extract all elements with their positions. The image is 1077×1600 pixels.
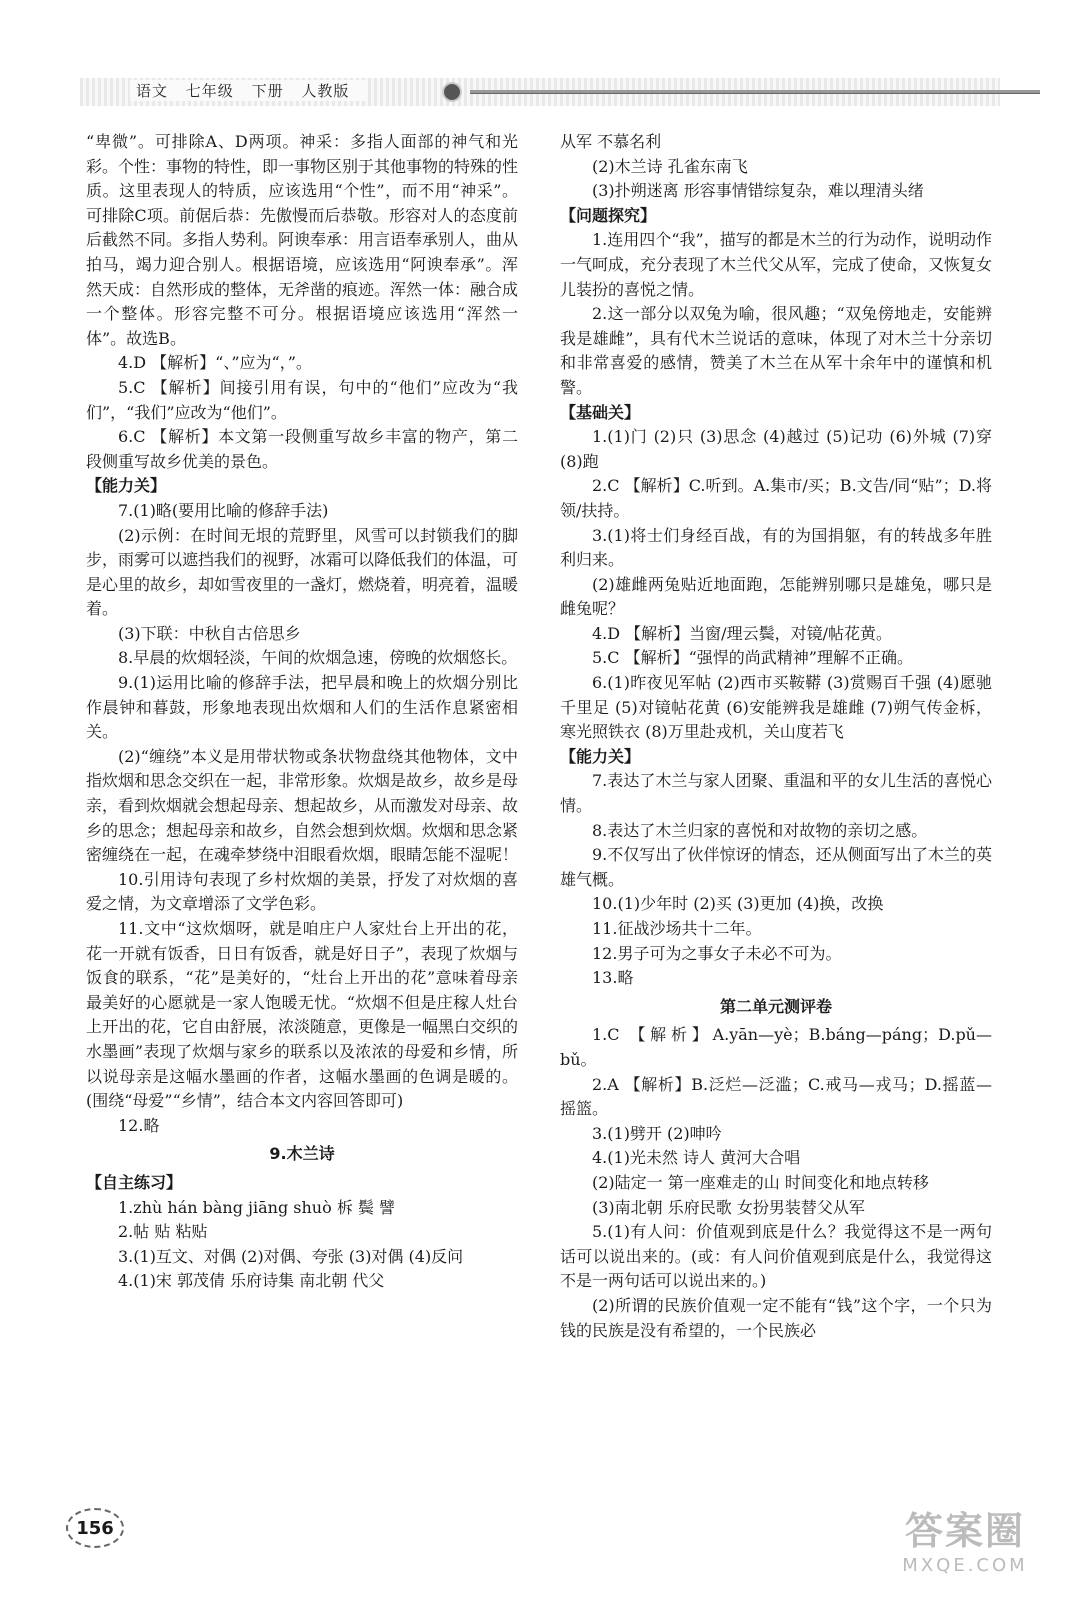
answer-item: 6.C 【解析】本文第一段侧重写故乡丰富的物产，第二段侧重写故乡优美的景色。: [86, 427, 518, 471]
answer-item: 11.征战沙场共十二年。: [592, 919, 762, 938]
answer-item: (2)陆定一 第一座难走的山 时间变化和地点转移: [592, 1172, 929, 1192]
lesson-title: 9.木兰诗: [269, 1144, 335, 1164]
paragraph: “卑微”。可排除A、D两项。神采：多指人面部的神气和光彩。个性：事物的特性，即一事物区别于其他事物的特殊的性质。这里表现人的特质，应该选用“个性”，而不用“神采”。可排除C项。前倨后恭：先傲慢而后恭敬。形容对人的态度前后截然不同。多指人势利。阿谀奉承：用言语奉承别人，曲从拍马，竭力迎合别人。根据语境，应该选用“阿谀奉承”。浑然天成：自然形成的整体，无斧凿的痕迹。浑然一体：融合成一个整体。形容完整不可分。根据语境应该选用“浑然一体”。故选B。: [86, 132, 519, 348]
answer-item: 5.C 【解析】“强悍的尚武精神”理解不正确。: [592, 648, 913, 668]
unit-test-title: 第二单元测评卷: [719, 996, 832, 1016]
answer-item: 从军 不慕名利: [560, 132, 662, 151]
section-label: 【基础关】: [560, 402, 641, 422]
answer-item: 5.C 【解析】间接引用有误，句中的“他们”应改为“我们”，“我们”应改为“他们”。: [86, 377, 518, 422]
answer-item: 9.(1)运用比喻的修辞手法，把早晨和晚上的炊烟分别比作晨钟和暮鼓，形象地表现出炊烟和人们的生活作息紧密相关。: [86, 673, 518, 742]
answer-item: (2)雄雌两兔贴近地面跑，怎能辨别哪只是雄兔，哪只是雌兔呢？: [560, 574, 992, 619]
answer-item: 2.A 【解析】B.泛烂—泛滥；C.戒马—戎马；D.摇蓝—摇篮。: [560, 1074, 992, 1119]
page-header: [80, 78, 1000, 106]
answer-item: 8.早晨的炊烟轻淡，午间的炊烟急速，傍晚的炊烟悠长。: [118, 648, 518, 668]
answer-item: 3.(1)互文、对偶 (2)对偶、夸张 (3)对偶 (4)反问: [118, 1246, 464, 1266]
answer-item: 4.(1)宋 郭茂倩 乐府诗集 南北朝 代父: [118, 1271, 385, 1291]
answer-item: 3.(1)将士们身经百战，有的为国捐躯，有的转战多年胜利归来。: [560, 525, 992, 570]
header-rule: [470, 90, 1040, 94]
answer-item: (2)“缠绕”本义是用带状物或条状物盘绕其他物体，文中指炊烟和思念交织在一起，非常形象。炊烟是故乡，故乡是母亲，看到炊烟就会想起母亲、想起故乡，从而激发对母亲、故乡的思念；想起母亲和故乡，自然会想到炊烟。炊烟和思念紧密缠绕在一起，在魂牵梦绕中泪眼看炊烟，眼睛怎能不湿呢！: [86, 746, 519, 865]
right-column: [560, 130, 992, 1343]
watermark-logo: [880, 1500, 1050, 1590]
answer-item: 1.(1)门 (2)只 (3)思念 (4)越过 (5)记功 (6)外城 (7)穿 (8)跑: [560, 427, 992, 471]
header-text: [130, 80, 367, 101]
answer-item: 10.(1)少年时 (2)买 (3)更加 (4)换，改换: [592, 894, 884, 914]
watermark-bottom: MXQE.COM: [902, 1555, 1028, 1576]
answer-item: 12.男子可为之事女子未必不可为。: [592, 943, 842, 963]
answer-item: 1.C 【解析】A.yān—yè；B.báng—páng；D.pǔ—bǔ。: [560, 1025, 992, 1069]
answer-item: 7.(1)略(要用比喻的修辞手法): [118, 500, 329, 520]
answer-item: (2)示例：在时间无垠的荒野里，风雪可以封锁我们的脚步，雨雾可以遮挡我们的视野，冰霜可以降低我们的体温，可是心里的故乡，却如雪夜里的一盏灯，燃烧着，明亮着，温暖着。: [86, 525, 519, 619]
watermark-top: 答案圈: [904, 1509, 1025, 1553]
section-label: 【能力关】: [560, 746, 641, 766]
answer-item: 4.D 【解析】当窗/理云鬓，对镜/帖花黄。: [592, 623, 892, 643]
answer-item: 10.引用诗句表现了乡村炊烟的美景，抒发了对炊烟的喜爱之情，为文章增添了文学色彩。: [86, 869, 518, 914]
answer-item: (3)下联：中秋自古倍思乡: [118, 623, 301, 643]
answer-item: 9.不仅写出了伙伴惊讶的情态，还从侧面写出了木兰的英雄气概。: [560, 845, 992, 889]
header-volume: 下册: [251, 82, 284, 100]
answer-item: 1.zhù hán bàng jiāng shuò 柝 鬓 譬: [118, 1197, 396, 1217]
header-ornament-icon: [442, 82, 462, 102]
section-label: 【问题探究】: [560, 205, 657, 225]
answer-item: 11.文中“这炊烟呀，就是咱庄户人家灶台上开出的花，花一开就有饭香，日日有饭香，就是好日子”，表现了炊烟与饭食的联系，“花”是美好的，“灶台上开出的花”意味着母亲最美好的心愿就是一家人饱暖无忧。“炊烟不但是庄稼人灶台上开出的花，它自由舒展，浓淡随意，更像是一幅黑白交织的水墨画”表现了炊烟与家乡的联系以及浓浓的母爱和乡情，所以说母亲是这幅水墨画的作者，这幅水墨画的色调是暖的。(围绕“母爱”“乡情”，结合本文内容回答即可): [86, 919, 519, 1111]
answer-item: 1.连用四个“我”，描写的都是木兰的行为动作，说明动作一气呵成，充分表现了木兰代父从军，完成了使命，又恢复女儿装扮的喜悦之情。: [560, 230, 993, 299]
answer-item: 13.略: [592, 968, 634, 988]
answer-item: 8.表达了木兰归家的喜悦和对故物的亲切之感。: [592, 820, 928, 840]
header-subject: 语文: [136, 82, 169, 100]
answer-item: 6.(1)昨夜见军帖 (2)西市买鞍鞯 (3)赏赐百千强 (4)愿驰千里足 (5)对镜帖花黄 (6)安能辨我是雄雌 (7)朔气传金柝，寒光照铁衣 (8)万里赴戎机，关山度若飞: [560, 673, 992, 742]
answer-item: 4.(1)光未然 诗人 黄河大合唱: [592, 1148, 801, 1168]
answer-item: 12.略: [118, 1115, 160, 1135]
answer-item: (3)扑朔迷离 形容事情错综复杂，难以理清头绪: [592, 181, 924, 201]
answer-item: 2.这一部分以双兔为喻，很风趣；“双兔傍地走，安能辨我是雄雌”，具有代木兰说话的意味，体现了对木兰十分亲切和非常喜爱的感情，赞美了木兰在从军十余年中的谨慎和机警。: [560, 304, 992, 397]
answer-item: (2)所谓的民族价值观一定不能有“钱”这个字，一个只为钱的民族是没有希望的，一个民族必: [560, 1295, 992, 1340]
header-grade: 七年级: [185, 82, 234, 100]
left-column: [86, 130, 518, 1294]
section-label: 【能力关】: [86, 476, 167, 496]
page-number: 156: [66, 1508, 124, 1548]
answer-item: 2.C 【解析】C.听到。A.集市/买；B.文告/同“贴”；D.将领/扶持。: [560, 476, 992, 520]
answer-item: 7.表达了木兰与家人团聚、重温和平的女儿生活的喜悦心情。: [560, 771, 992, 816]
answer-item: (2)木兰诗 孔雀东南飞: [592, 156, 748, 176]
section-label: 【自主练习】: [86, 1172, 183, 1192]
answer-item: 4.D 【解析】“、”应为“，”。: [118, 353, 312, 373]
header-edition: 人教版: [301, 82, 350, 100]
answer-item: 2.帖 贴 粘贴: [118, 1222, 208, 1242]
answer-item: 3.(1)劈开 (2)呻吟: [592, 1123, 722, 1143]
answer-item: (3)南北朝 乐府民歌 女扮男装替父从军: [592, 1197, 865, 1217]
answer-item: 5.(1)有人问：价值观到底是什么？我觉得这不是一两句话可以说出来的。(或：有人问价值观到底是什么，我觉得这不是一两句话可以说出来的。): [560, 1222, 992, 1291]
